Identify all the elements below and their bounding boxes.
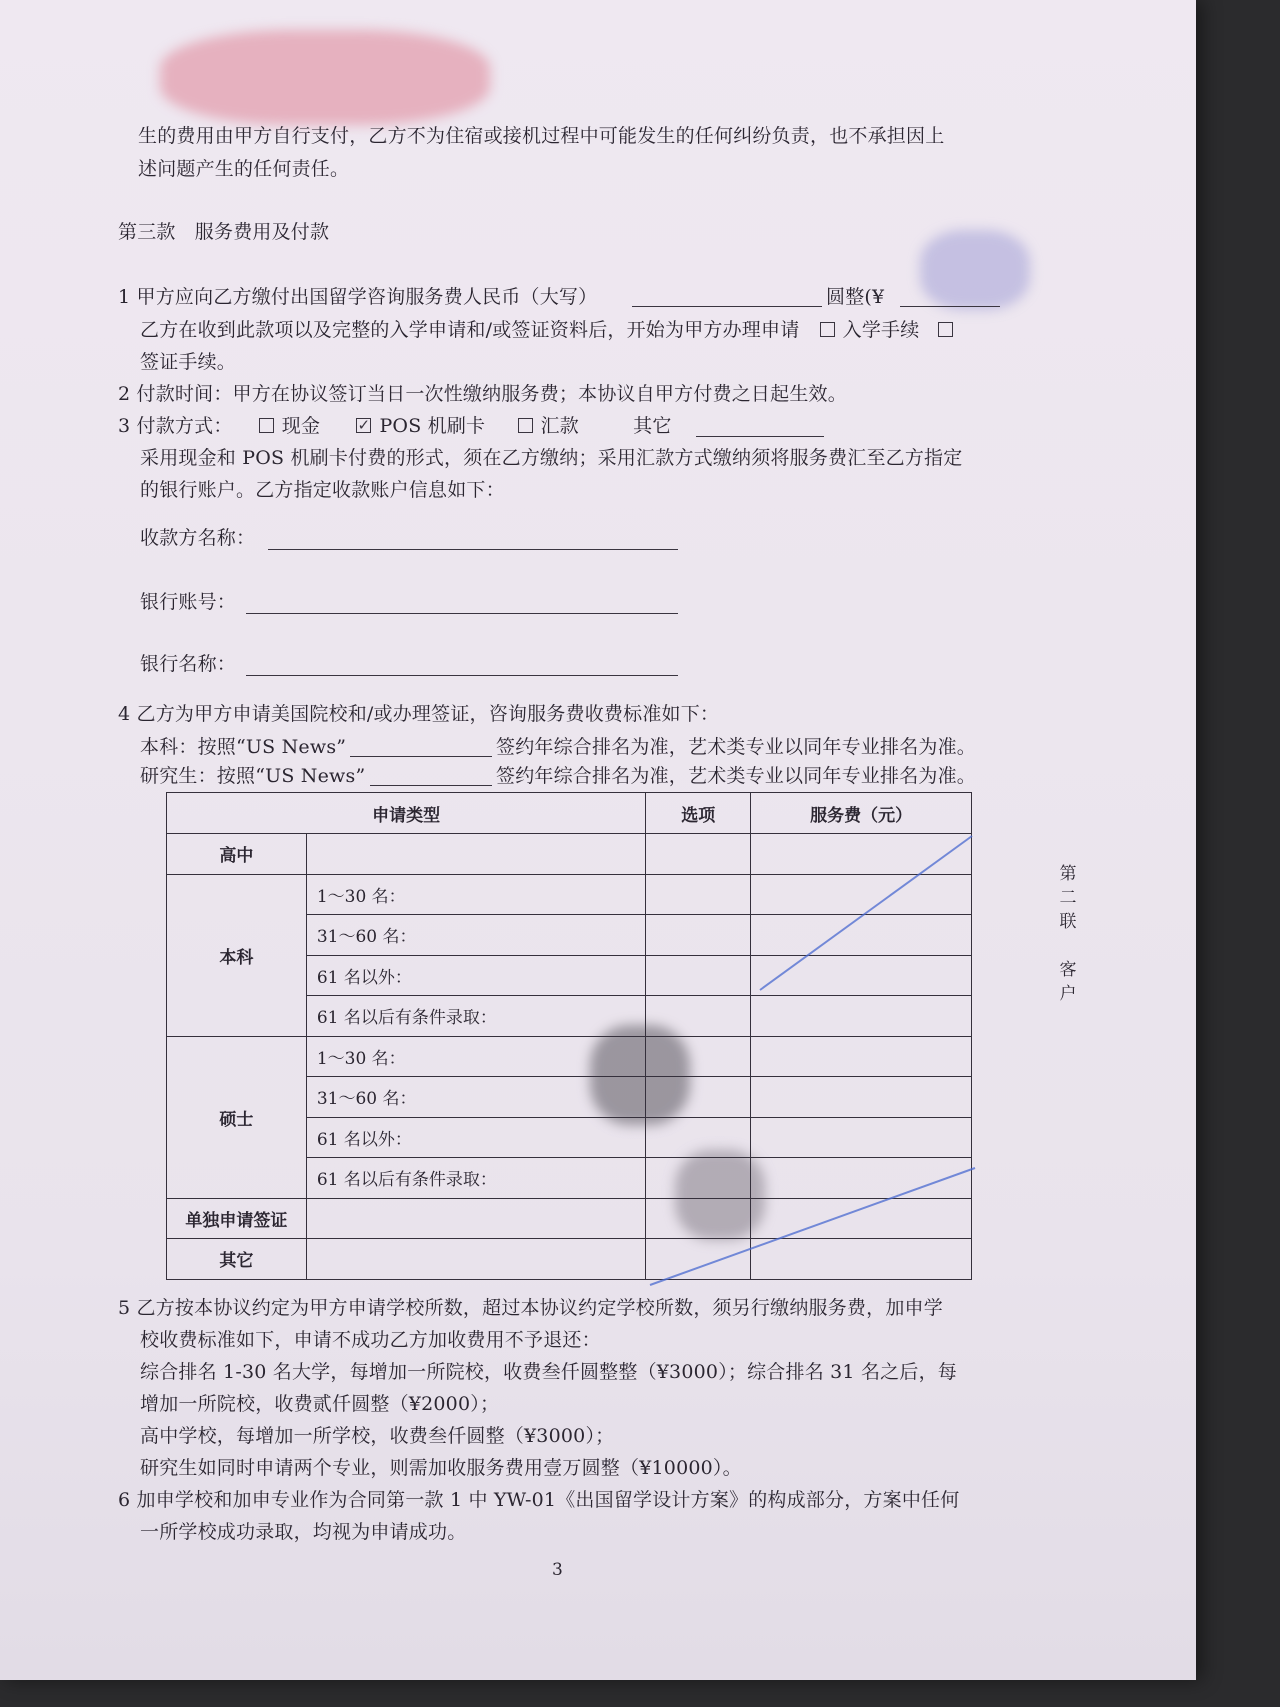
account-field[interactable] (246, 613, 678, 614)
clause-6-text: 一所学校成功录取，均视为申请成功。 (140, 1521, 467, 1543)
bank-label: 银行名称： (140, 653, 237, 675)
fee-cell[interactable] (751, 1239, 972, 1280)
clause-3-text: 采用现金和 POS 机刷卡付费的形式，须在乙方缴纳；采用汇款方式缴纳须将服务费汇至乙方指定 (140, 447, 963, 469)
option-cell[interactable] (646, 1239, 751, 1280)
column-header: 选项 (646, 793, 751, 834)
group-label: 单独申请签证 (167, 1198, 307, 1239)
table-row (167, 874, 972, 915)
fee-cell[interactable] (751, 1036, 972, 1077)
fee-cell[interactable] (751, 834, 972, 875)
column-header: 服务费（元） (751, 793, 972, 834)
amount-words-field[interactable] (632, 306, 822, 307)
copy-side-label (1057, 862, 1079, 1006)
clause-4-text: 4 乙方为甲方申请美国院校和/或办理签证，咨询服务费收费标准如下： (118, 703, 720, 725)
table-cell (306, 1239, 646, 1280)
side-char: 二 (1059, 888, 1077, 908)
group-label: 其它 (167, 1239, 307, 1280)
rank-cell: 1～30 名： (306, 1036, 646, 1077)
master-year-field[interactable] (370, 785, 492, 786)
payment-method-label: 3 付款方式： (118, 415, 233, 437)
clause-5-text: 高中学校，每增加一所学校，收费叁仟圆整（¥3000）； (140, 1425, 615, 1447)
table-header-row (167, 793, 972, 834)
option-cell[interactable] (646, 1198, 751, 1239)
clause-2-text: 2 付款时间：甲方在协议签订当日一次性缴纳服务费；本协议自甲方付费之日起生效。 (118, 383, 847, 405)
wire-label: 汇款 (540, 415, 579, 437)
rank-cell: 31～60 名： (306, 915, 646, 956)
clause-1-text: 圆整(¥ (826, 286, 885, 308)
option-cell[interactable] (646, 915, 751, 956)
option-cell[interactable] (646, 955, 751, 996)
bachelor-rank-text: 本科：按照“US News” (140, 736, 347, 758)
option-cell[interactable] (646, 874, 751, 915)
column-header: 申请类型 (167, 793, 646, 834)
cash-label: 现金 (281, 415, 321, 437)
option-cell[interactable] (646, 1036, 751, 1077)
side-char: 户 (1059, 984, 1077, 1004)
clause-5-text: 研究生如同时申请两个专业，则需加收服务费用壹万圆整（¥10000）。 (140, 1457, 742, 1479)
clause-5-text: 校收费标准如下，申请不成功乙方加收费用不予退还： (140, 1329, 601, 1351)
table-row (167, 1198, 972, 1239)
group-label: 硕士 (167, 1036, 307, 1198)
payment-method-row (118, 414, 672, 438)
bachelor-rank-text: 签约年综合排名为准，艺术类专业以同年专业排名为准。 (496, 736, 977, 758)
wire-checkbox[interactable] (518, 418, 533, 433)
table-row (167, 834, 972, 875)
blue-pencil-smudge (920, 230, 1030, 310)
bank-field[interactable] (246, 675, 678, 676)
clause-1-text: 乙方在收到此款项以及完整的入学申请和/或签证资料后，开始为甲方办理申请 (140, 319, 800, 341)
master-rank-text: 签约年综合排名为准，艺术类专业以同年专业排名为准。 (496, 765, 977, 787)
clause-6-text: 6 加申学校和加申专业作为合同第一款 1 中 YW-01《出国留学设计方案》的构成部分，方案中任何 (118, 1489, 960, 1511)
clause-5-text: 5 乙方按本协议约定为甲方申请学校所数，超过本协议约定学校所数，须另行缴纳服务费，加申学 (118, 1297, 943, 1319)
payee-label: 收款方名称： (140, 527, 256, 549)
fee-table (166, 792, 972, 1280)
table-row (167, 1036, 972, 1077)
red-pencil-smudge (160, 30, 490, 125)
side-char: 联 (1059, 912, 1077, 932)
admission-label: 入学手续 (842, 319, 920, 341)
master-rank-text: 研究生：按照“US News” (140, 765, 366, 787)
rank-cell: 61 名以后有条件录取： (306, 1158, 646, 1199)
side-char (1057, 934, 1079, 958)
rank-cell: 61 名以外： (306, 1117, 646, 1158)
visa-checkbox[interactable] (938, 322, 953, 337)
payee-field[interactable] (268, 549, 678, 550)
table-row (167, 1239, 972, 1280)
amount-number-field[interactable] (900, 306, 1000, 307)
fee-cell[interactable] (751, 1077, 972, 1118)
other-method-field[interactable] (696, 436, 824, 437)
rank-cell: 31～60 名： (306, 1077, 646, 1118)
cash-checkbox[interactable] (259, 418, 274, 433)
fee-cell[interactable] (751, 996, 972, 1037)
group-label: 高中 (167, 834, 307, 875)
fee-cell[interactable] (751, 1198, 972, 1239)
section-title: 第三款 服务费用及付款 (118, 221, 330, 243)
fee-cell[interactable] (751, 915, 972, 956)
fee-cell[interactable] (751, 1117, 972, 1158)
table-cell (306, 834, 646, 875)
fee-cell[interactable] (751, 955, 972, 996)
text-line: 述问题产生的任何责任。 (138, 158, 350, 180)
option-cell[interactable] (646, 996, 751, 1037)
clause-5-text: 综合排名 1-30 名大学，每增加一所院校，收费叁仟圆整整（¥3000）；综合排名 31 名之后，每 (140, 1361, 957, 1383)
account-label: 银行账号： (140, 591, 237, 613)
fee-cell[interactable] (751, 874, 972, 915)
option-cell[interactable] (646, 1158, 751, 1199)
option-cell[interactable] (646, 1117, 751, 1158)
rank-cell: 1～30 名： (306, 874, 646, 915)
table-cell (306, 1198, 646, 1239)
page-number: 3 (552, 1560, 563, 1580)
rank-cell: 61 名以后有条件录取： (306, 996, 646, 1037)
clause-5-text: 增加一所院校，收费贰仟圆整（¥2000）； (140, 1393, 500, 1415)
clause-1-text: 签证手续。 (140, 351, 237, 373)
clause-3-text: 的银行账户。乙方指定收款账户信息如下： (140, 479, 505, 501)
pos-label: POS 机刷卡 (379, 415, 486, 437)
pos-checkbox[interactable] (356, 418, 371, 433)
clause-1-text (140, 318, 961, 342)
clause-1-text: 1 甲方应向乙方缴付出国留学咨询服务费人民币（大写） (118, 286, 598, 308)
side-char: 第 (1059, 864, 1077, 884)
option-cell[interactable] (646, 1077, 751, 1118)
text-line: 生的费用由甲方自行支付，乙方不为住宿或接机过程中可能发生的任何纠纷负责，也不承担因上 (138, 125, 945, 147)
bachelor-year-field[interactable] (350, 756, 492, 757)
admission-checkbox[interactable] (820, 322, 835, 337)
other-label: 其它 (633, 415, 672, 437)
fee-cell[interactable] (751, 1158, 972, 1199)
option-cell[interactable] (646, 834, 751, 875)
rank-cell: 61 名以外： (306, 955, 646, 996)
side-char: 客 (1059, 960, 1077, 980)
group-label: 本科 (167, 874, 307, 1036)
